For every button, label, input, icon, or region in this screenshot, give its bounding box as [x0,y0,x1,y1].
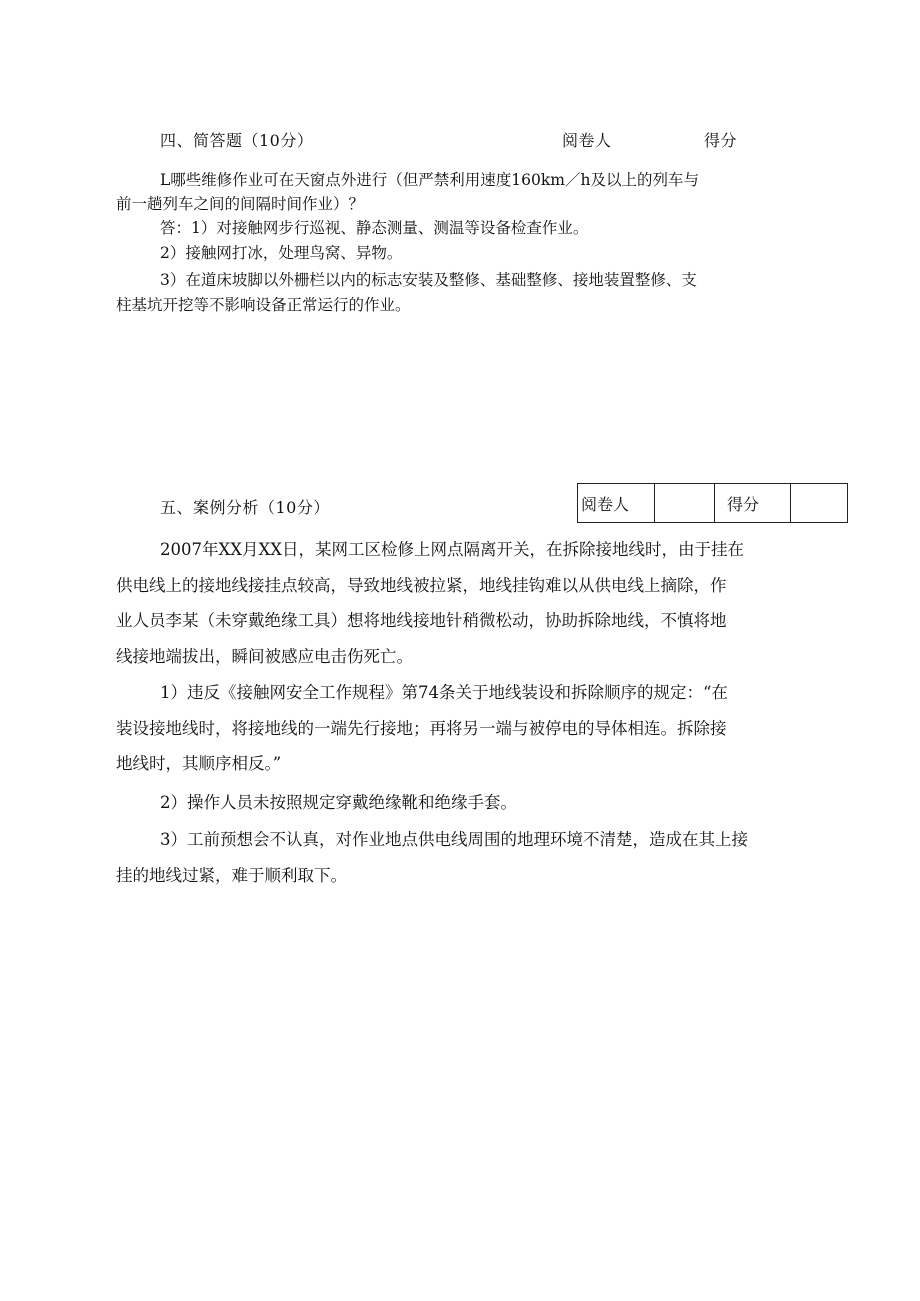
section5-title: 五、案例分析（10分） [160,498,330,517]
answer-item: 2）接触网打冰，处理鸟窝、异物。 [160,244,403,262]
score-label: 得分 [715,484,791,523]
grader-field[interactable] [655,484,715,523]
question-line: 前一趟列车之间的间隔时间作业）？ [116,195,365,213]
section4-grader-label: 阅卷人 [562,131,612,150]
analysis-point: 装设接地线时，将接地线的一端先行接地；再将另一端与被停电的导体相连。拆除接 [116,719,727,738]
question-line: L哪些维修作业可在天窗点外进行（但严禁利用速度160km／h及以上的列车与 [160,171,699,189]
score-field[interactable] [791,484,848,523]
grader-score-table [577,483,848,523]
analysis-point: 2）操作人员未按照规定穿戴绝缘靴和绝缘手套。 [160,793,517,812]
section4-title: 四、简答题（10分） [160,131,314,150]
case-text: 线接地端拔出，瞬间被感应电击伤死亡。 [116,647,413,666]
section4-score-label: 得分 [704,131,738,150]
answer-item: 3）在道床坡脚以外栅栏以内的标志安装及整修、基础整修、接地装置整修、支 [160,271,697,289]
analysis-point: 地线时，其顺序相反。” [116,754,282,773]
case-text: 供电线上的接地线接挂点较高，导致地线被拉紧，地线挂钩难以从供电线上摘除，作 [116,576,727,595]
grader-label: 阅卷人 [578,484,655,523]
answer-item: 答：1）对接触网步行巡视、静态测量、测温等设备检查作业。 [160,219,589,237]
analysis-point: 挂的地线过紧，难于顺利取下。 [116,866,347,885]
analysis-point: 1）违反《接触网安全工作规程》第74条关于地线装设和拆除顺序的规定：“在 [160,683,728,702]
case-text: 2007年XX月XX日，某网工区检修上网点隔离开关，在拆除接地线时，由于挂在 [160,540,744,559]
case-text: 业人员李某（未穿戴绝缘工具）想将地线接地针稍微松动，协助拆除地线，不慎将地 [116,611,727,630]
answer-item: 柱基坑开挖等不影响设备正常运行的作业。 [116,296,411,314]
analysis-point: 3）工前预想会不认真，对作业地点供电线周围的地理环境不清楚，造成在其上接 [160,830,748,849]
